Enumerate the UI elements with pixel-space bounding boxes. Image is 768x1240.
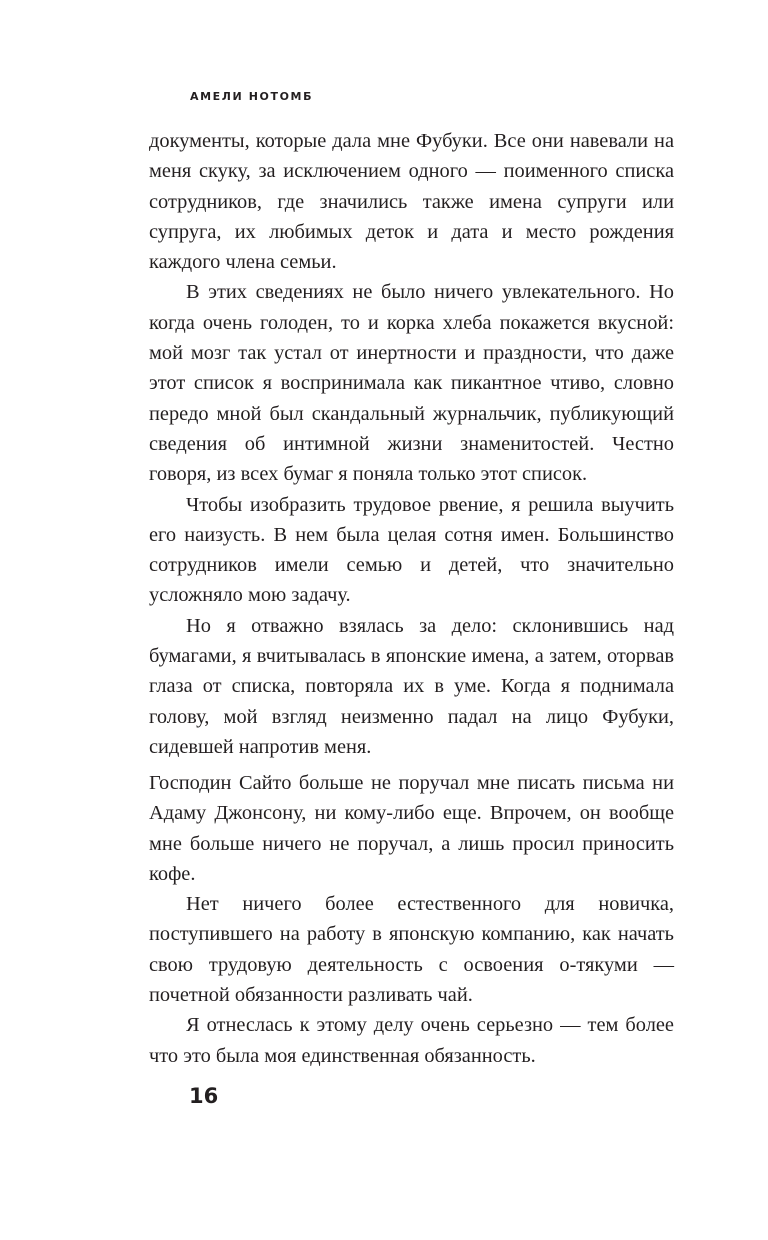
paragraph: Господин Сайто больше не поручал мне писать письма ни Адаму Джонсону, ни кому-либо еще. Впрочем, он вообще мне больше ничего не поручал, а лишь просил приносить кофе. bbox=[149, 772, 674, 885]
page-number: 16 bbox=[189, 1084, 219, 1108]
paragraph: В этих сведениях не было ничего увлекательного. Но когда очень голоден, то и корка хлеба покажется вкусной: мой мозг так устал от инертности и праздности, что даже этот список я воспринимала как пикантное чтиво, словно передо мной был скандальный журнальчик, публикующий сведения об интимной жизни знаменитостей. Честно говоря, из всех бумаг я поняла только этот список. bbox=[149, 281, 674, 486]
paragraph: Но я отважно взялась за дело: склонившись над бумагами, я вчитывалась в японские имена, а затем, оторвав глаза от списка, повторяла их в уме. Когда я поднимала голову, мой взгляд неизменно падал на лицо Фубуки, сидевшей напротив меня. bbox=[149, 614, 674, 758]
paragraph: Чтобы изобразить трудовое рвение, я решила выучить его наизусть. В нем была целая сотня имен. Большинство сотрудников имели семью и детей, что значительно усложняло мою задачу. bbox=[149, 493, 674, 607]
text-section-2 bbox=[149, 768, 674, 1071]
running-head-author: АМЕЛИ НОТОМБ bbox=[190, 90, 314, 103]
paragraph: Я отнеслась к этому делу очень серьезно — тем более что это была моя единственная обязанность. bbox=[149, 1014, 674, 1067]
paragraph: Нет ничего более естественного для новичка, поступившего на работу в японскую компанию, как начать свою трудовую деятельность с освоения о-тякуми — почетной обязанности разливать чай. bbox=[149, 893, 674, 1007]
paragraph: документы, которые дала мне Фубуки. Все они навевали на меня скуку, за исключением одного — поименного списка сотрудников, где значились также имена супруги или супруга, их любимых деток и дата и место рождения каждого члена семьи. bbox=[149, 130, 674, 274]
text-section-1 bbox=[149, 126, 674, 762]
